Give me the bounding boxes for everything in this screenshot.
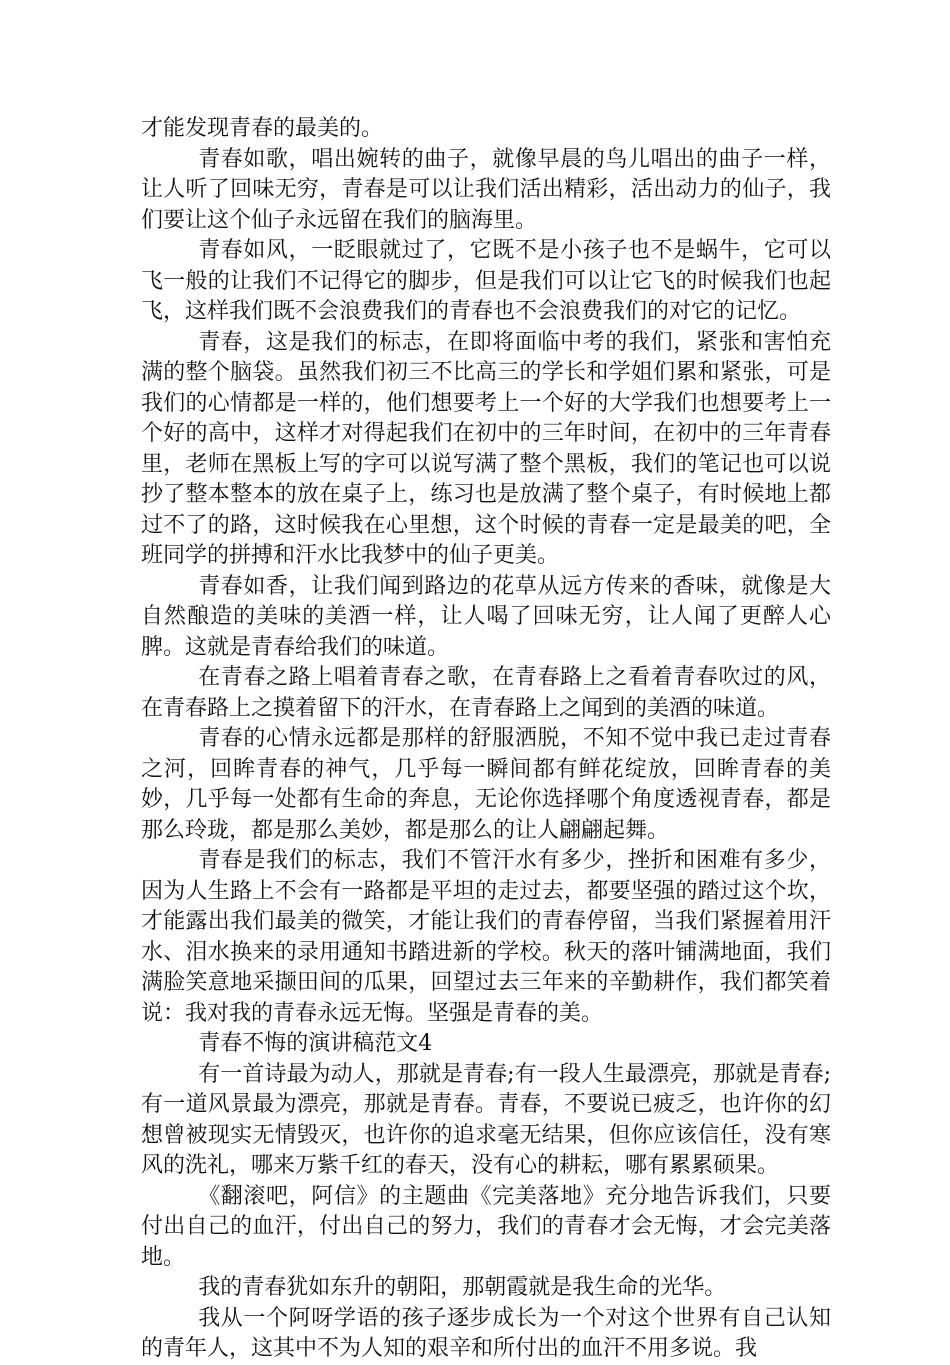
- paragraph-youth-road: 在青春之路上唱着青春之歌，在青春路上之看着青春吹过的风，在青春路上之摸着留下的汗水，在青春路上之闻到的美酒的味道。: [141, 665, 831, 721]
- paragraph-youth-fragrance: 青春如香，让我们闻到路边的花草从远方传来的香味，就像是大自然酿造的美味的美酒一样，让人喝了回味无穷，让人闻了更醉人心脾。这就是青春给我们的味道。: [141, 573, 831, 660]
- paragraph-continuation: 才能发现青春的最美的。: [141, 116, 384, 141]
- paragraph-youth-song: 青春如歌，唱出婉转的曲子，就像早晨的鸟儿唱出的曲子一样，让人听了回味无穷，青春是可以让我们活出精彩，活出动力的仙子，我们要让这个仙子永远留在我们的脑海里。: [141, 146, 831, 233]
- document-page: [141, 114, 831, 1365]
- paragraph-poem: 有一首诗最为动人，那就是青春;有一段人生最漂亮，那就是青春;有一道风景最为漂亮，那就是青春。青春，不要说已疲乏，也许你的幻想曾被现实无情毁灭，也许你的追求毫无结果，但你应该信任，没有寒风的洗礼，哪来万紫千红的春天，没有心的耕耘，哪有累累硕果。: [141, 1061, 831, 1178]
- paragraph-growing-up: 我从一个阿呀学语的孩子逐步成长为一个对这个世界有自己认知的青年人，这其中不为人知的艰辛和所付出的血汗不用多说。我: [141, 1305, 831, 1361]
- paragraph-youth-mood: 青春的心情永远都是那样的舒服洒脱，不知不觉中我已走过青春之河，回眸青春的神气，几乎每一瞬间都有鲜花绽放，回眸青春的美妙，几乎每一处都有生命的奔息，无论你选择哪个角度透视青春，都是那么玲珑，都是那么美妙，都是那么的让人翩翩起舞。: [141, 726, 831, 843]
- section-heading: 青春不悔的演讲稿范文4: [198, 1031, 433, 1056]
- paragraph-perfect-landing: 《翻滚吧，阿信》的主题曲《完美落地》充分地告诉我们，只要付出自己的血汗，付出自己的努力，我们的青春才会无悔，才会完美落地。: [141, 1183, 831, 1270]
- paragraph-youth-strength: 青春是我们的标志，我们不管汗水有多少，挫折和困难有多少，因为人生路上不会有一路都是平坦的走过去，都要坚强的踏过这个坎，才能露出我们最美的微笑，才能让我们的青春停留，当我们紧握着用汗水、泪水换来的录用通知书踏进新的学校。秋天的落叶铺满地面，我们满脸笑意地采撷田间的瓜果，回望过去三年来的辛勤耕作，我们都笑着说：我对我的青春永远无悔。坚强是青春的美。: [141, 848, 831, 1026]
- paragraph-rising-sun: 我的青春犹如东升的朝阳，那朝霞就是我生命的光华。: [198, 1275, 727, 1300]
- paragraph-youth-wind: 青春如风，一眨眼就过了，它既不是小孩子也不是蜗牛，它可以飞一般的让我们不记得它的脚步，但是我们可以让它飞的时候我们也起飞，这样我们既不会浪费我们的青春也不会浪费我们的对它的记忆。: [141, 238, 831, 324]
- paragraph-youth-symbol: 青春，这是我们的标志，在即将面临中考的我们，紧张和害怕充满的整个脑袋。虽然我们初三不比高三的学长和学姐们累和紧张，可是我们的心情都是一样的，他们想要考上一个好的大学我们也想要考上一个好的高中，这样才对得起我们在初中的三年时间，在初中的三年青春里，老师在黑板上写的字可以说写满了整个黑板，我们的笔记也可以说抄了整本整本的放在桌子上，练习也是放满了整个桌子，有时候地上都过不了的路，这时候我在心里想，这个时候的青春一定是最美的吧，全班同学的拼搏和汗水比我梦中的仙子更美。: [141, 329, 831, 568]
